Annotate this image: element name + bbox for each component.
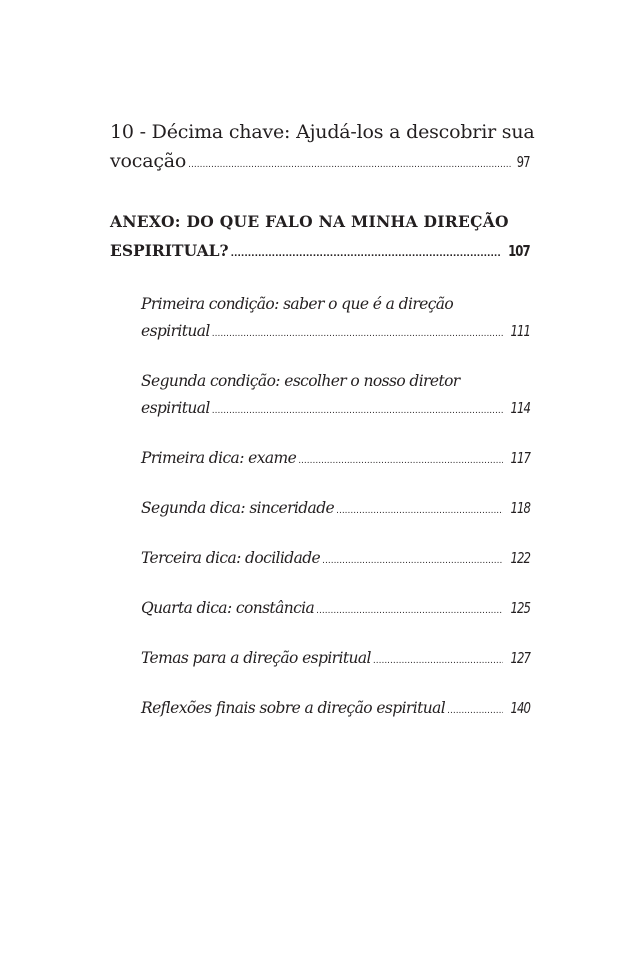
toc-page-number: 117 <box>510 449 530 467</box>
toc-subentry-title: Quarta dica: constância <box>141 599 315 617</box>
dot-leader <box>212 321 503 348</box>
toc-subentry[interactable] <box>141 495 530 525</box>
toc-page-number: 122 <box>510 549 530 567</box>
toc-subentries <box>141 291 530 725</box>
toc-page-number: 118 <box>510 499 530 517</box>
toc-page-number: 125 <box>510 599 530 617</box>
toc-subentry[interactable] <box>141 291 530 348</box>
dot-leader <box>212 398 503 425</box>
dot-leader <box>231 240 501 269</box>
toc-subentry-title: Terceira dica: docilidade <box>141 549 321 567</box>
toc-entry-title: ANEXO: DO QUE FALO NA MINHA DIREÇÃO <box>110 212 509 231</box>
toc-entry-annex[interactable] <box>110 207 530 269</box>
dot-leader <box>322 548 503 575</box>
toc-page-number: 127 <box>510 649 530 667</box>
dot-leader <box>298 448 503 475</box>
toc-subentry[interactable] <box>141 368 530 425</box>
dot-leader <box>336 498 503 525</box>
toc-subentry[interactable] <box>141 595 530 625</box>
dot-leader <box>316 598 503 625</box>
toc-entry-title-cont: vocação <box>110 150 187 172</box>
toc-page-number: 114 <box>510 399 530 417</box>
toc-subentry-title-cont: espiritual <box>141 399 210 417</box>
toc-page-number: 140 <box>510 699 530 717</box>
dot-leader <box>188 151 511 180</box>
toc-subentry-title-cont: espiritual <box>141 322 210 340</box>
toc-entry-title-cont: ESPIRITUAL? <box>110 241 229 260</box>
dot-leader <box>447 698 503 725</box>
toc-subentry-title: Segunda condição: escolher o nosso diretor <box>141 372 460 390</box>
toc-subentry[interactable] <box>141 445 530 475</box>
toc-entry-chapter-10[interactable] <box>110 118 535 180</box>
toc-subentry-title: Primeira condição: saber o que é a direção <box>141 295 454 313</box>
toc-subentry-title: Temas para a direção espiritual <box>141 649 371 667</box>
toc-entry-title: 10 - Décima chave: Ajudá-los a descobrir sua <box>110 121 535 143</box>
toc-subentry[interactable] <box>141 645 530 675</box>
dot-leader <box>373 648 503 675</box>
toc-page-number: 111 <box>510 322 530 340</box>
table-of-contents <box>110 118 535 745</box>
toc-page-number: 107 <box>508 242 530 260</box>
toc-subentry[interactable] <box>141 695 530 725</box>
toc-subentry[interactable] <box>141 545 530 575</box>
toc-subentry-title: Reflexões finais sobre a direção espiritual <box>141 699 446 717</box>
toc-page-number: 97 <box>516 153 530 171</box>
toc-subentry-title: Segunda dica: sinceridade <box>141 499 335 517</box>
toc-subentry-title: Primeira dica: exame <box>141 449 297 467</box>
